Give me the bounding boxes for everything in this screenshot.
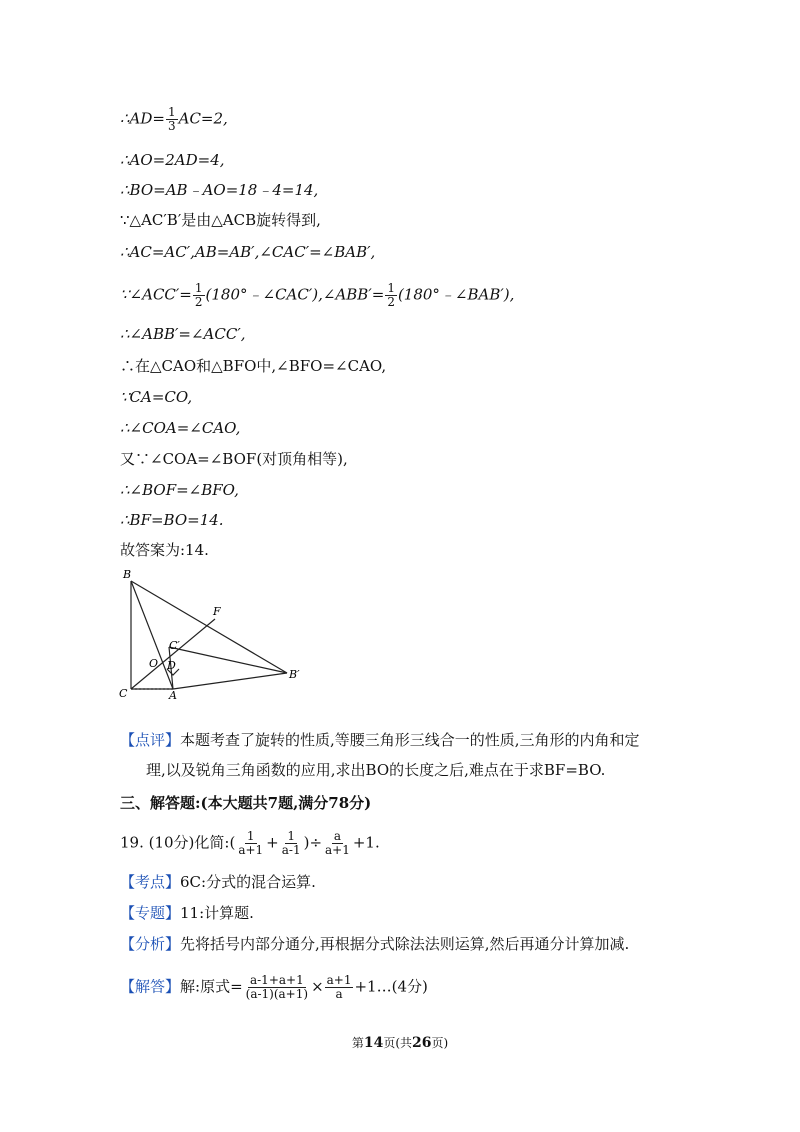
- label-D: D: [167, 659, 176, 672]
- label-O: O: [149, 657, 159, 670]
- zhuanti-line: 【专题】11:计算题.: [120, 904, 254, 922]
- proof-line-12: ∴∠BOF=∠BFO,: [120, 481, 239, 499]
- fraction: $\frac{a}{a+1}$: [325, 829, 350, 857]
- fraction: $\frac{1}{2}$: [387, 281, 395, 309]
- section-title: 三、解答题:(本大题共7题,满分78分): [120, 794, 372, 812]
- proof-line-7: ∴∠ABB′=∠ACC′,: [120, 325, 246, 343]
- segment-ba: [131, 581, 173, 689]
- proof-line-8: ∴在△CAO和△BFO中,∠BFO=∠CAO,: [120, 357, 387, 375]
- comment-line-2: 理,以及锐角三角函数的应用,求出BO的长度之后,难点在于求BF=BO.: [146, 761, 606, 779]
- label-B-prime: B′: [289, 668, 300, 681]
- label-B: B: [123, 568, 132, 581]
- fenxi-line: 【分析】先将括号内部分通分,再根据分式除法法则运算,然后再通分计算加减.: [120, 935, 630, 953]
- question-19: 19. (10分)化简:( $\frac{1}{a+1}$ + $\frac{1}{a-1}$ )÷ $\frac{a}{a+1}$ +1.: [120, 829, 380, 857]
- jieda-line: 【解答】解:原式= $\frac{a-1+a+1}{(a-1)(a+1)}$ × $\frac{a+1}{a}$ +1…(4分): [120, 973, 428, 1001]
- fraction: $\frac{a-1+a+1}{(a-1)(a+1)}$: [245, 973, 309, 1001]
- label-C-prime: C′: [169, 639, 180, 652]
- proof-line-9: ∵CA=CO,: [120, 388, 193, 406]
- proof-line-13: ∴BF=BO=14.: [120, 511, 224, 529]
- segment-c-prime-b-prime: [169, 647, 287, 673]
- comment-line-1: 【点评】本题考查了旋转的性质,等腰三角形三线合一的性质,三角形的内角和定: [120, 731, 640, 749]
- comment-tag: 【点评】: [120, 731, 181, 749]
- page-footer: 第14页(共26页): [351, 1035, 449, 1051]
- proof-line-1: ∴AD= $\frac{1}{3}$ AC=2,: [120, 105, 228, 133]
- proof-line-4: ∵△AC′B′是由△ACB旋转得到,: [120, 211, 321, 229]
- fraction: $\frac{1}{3}$: [167, 105, 176, 133]
- fraction: $\frac{1}{a-1}$: [281, 829, 301, 857]
- geometry-figure: [115, 565, 315, 705]
- fraction: $\frac{a+1}{a}$: [326, 973, 352, 1001]
- answer-line: 故答案为:14.: [120, 541, 209, 559]
- proof-line-11: 又∵∠COA=∠BOF(对顶角相等),: [120, 450, 348, 468]
- fraction: $\frac{1}{a+1}$: [238, 829, 264, 857]
- fraction: $\frac{1}{2}$: [194, 281, 203, 309]
- label-A: A: [169, 689, 177, 702]
- proof-line-5: ∴AC=AC′,AB=AB′,∠CAC′=∠BAB′,: [120, 243, 376, 261]
- proof-line-2: ∴AO=2AD=4,: [120, 151, 225, 169]
- label-F: F: [213, 605, 221, 618]
- label-C: C: [119, 687, 128, 700]
- segment-ab-prime: [173, 673, 287, 689]
- kaodian-line: 【考点】6C:分式的混合运算.: [120, 873, 316, 891]
- proof-line-3: ∴BO=AB﹣AO=18﹣4=14,: [120, 181, 319, 199]
- proof-line-10: ∴∠COA=∠CAO,: [120, 419, 241, 437]
- proof-line-6: ∵∠ACC′= $\frac{1}{2}$ (180°﹣∠CAC′),∠ABB′= $\frac{1}{2}$ (180°﹣∠BAB′),: [120, 281, 515, 309]
